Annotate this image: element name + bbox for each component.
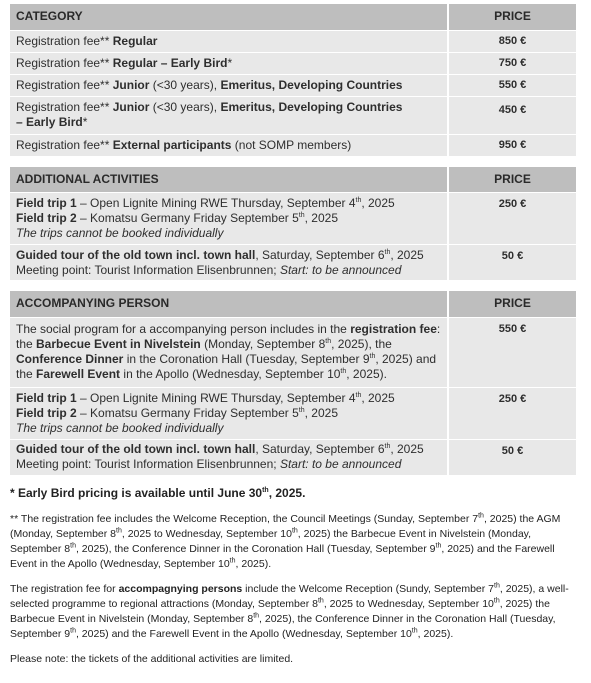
category-price-table [10, 4, 576, 157]
activities-header: ADDITIONAL ACTIVITIES [10, 167, 448, 193]
table-row [10, 245, 576, 281]
price-header: PRICE [448, 291, 576, 317]
table-header [10, 4, 576, 30]
price-header: PRICE [448, 4, 576, 30]
accompanying-price-table [10, 291, 576, 476]
price-cell: 550 € [448, 74, 576, 96]
table-header [10, 167, 576, 193]
guided-tour-cell: Guided tour of the old town incl. town hall, Saturday, September 6th, 2025 Meeting point: Tourist Information Elisenbrunnen; Start: to be announced [10, 245, 448, 281]
table-row [10, 96, 576, 134]
category-cell: Registration fee** Junior (<30 years), Emeritus, Developing Countries [10, 74, 448, 96]
table-row [10, 317, 576, 387]
table-row [10, 30, 576, 52]
tickets-limited-note: Please note: the tickets of the additional activities are limited. [10, 652, 294, 665]
category-cell: Registration fee** External participants (not SOMP members) [10, 134, 448, 156]
social-program-cell: The social program for a accompanying person includes in the registration fee: the Barbecue Event in Nivelstein (Monday, September 8th, 2025), the Conference Dinner in the Coronation Hall (Tuesday, September 9th, 2025) and the Farewell Event in the Apollo (Wednesday, September 10th, 2025). [10, 317, 448, 387]
guided-tour-cell: Guided tour of the old town incl. town hall, Saturday, September 6th, 2025 Meeting point: Tourist Information Elisenbrunnen; Start: to be announced [10, 439, 448, 475]
accompanying-header: ACCOMPANYING PERSON [10, 291, 448, 317]
field-trips-cell: Field trip 1 – Open Lignite Mining RWE Thursday, September 4th, 2025 Field trip 2 – Komatsu Germany Friday September 5th, 2025 The trips cannot be booked individually [10, 193, 448, 245]
table-row [10, 193, 576, 245]
early-bird-note: * Early Bird pricing is available until June 30th, 2025. [10, 485, 306, 500]
field-trips-cell: Field trip 1 – Open Lignite Mining RWE Thursday, September 4th, 2025 Field trip 2 – Komatsu Germany Friday September 5th, 2025 The trips cannot be booked individually [10, 387, 448, 439]
table-row [10, 74, 576, 96]
price-cell: 50 € [448, 439, 576, 475]
table-row [10, 387, 576, 439]
activities-price-table [10, 167, 576, 282]
registration-fee-note: ** The registration fee includes the Welcome Reception, the Council Meetings (Sunday, September 7th, 2025) the AGM (Monday, September 8th, 2025 to Wednesday, September 10th, 2025) the Barbecue Event in Nivelstein (Monday, September 8th, 2025), the Conference Dinner in the Coronation Hall (Tuesday, September 9th, 2025) and the Farewell Event in the Apollo (Wednesday, September 10th, 2025). [10, 512, 561, 570]
price-cell: 50 € [448, 245, 576, 281]
price-cell: 950 € [448, 134, 576, 156]
price-cell: 250 € [448, 193, 576, 245]
category-header: CATEGORY [10, 4, 448, 30]
table-header [10, 291, 576, 317]
price-cell: 850 € [448, 30, 576, 52]
price-cell: 250 € [448, 387, 576, 439]
table-row [10, 134, 576, 156]
footnotes [10, 486, 576, 667]
category-cell: Registration fee** Regular [10, 30, 448, 52]
price-cell: 750 € [448, 52, 576, 74]
table-row [10, 439, 576, 475]
pricing-document [10, 4, 576, 667]
price-cell: 450 € [448, 96, 576, 134]
price-cell: 550 € [448, 317, 576, 387]
table-row [10, 52, 576, 74]
price-header: PRICE [448, 167, 576, 193]
accompanying-fee-note: The registration fee for accompagnying persons include the Welcome Reception (Sundy, September 7th, 2025), a well-selected programme to regional attractions (Monday, September 8th, 2025 to Wednesday, September 10th, 2025) the Barbecue Event in Nivelstein (Monday, September 8th, 2025), the Conference Dinner in the Coronation Hall (Tuesday, September 9th, 2025) and the Farewell Event in the Apollo (Wednesday, September 10th, 2025). [10, 582, 569, 640]
category-cell: Registration fee** Junior (<30 years), Emeritus, Developing Countries – Early Bird* [10, 96, 448, 134]
category-cell: Registration fee** Regular – Early Bird* [10, 52, 448, 74]
